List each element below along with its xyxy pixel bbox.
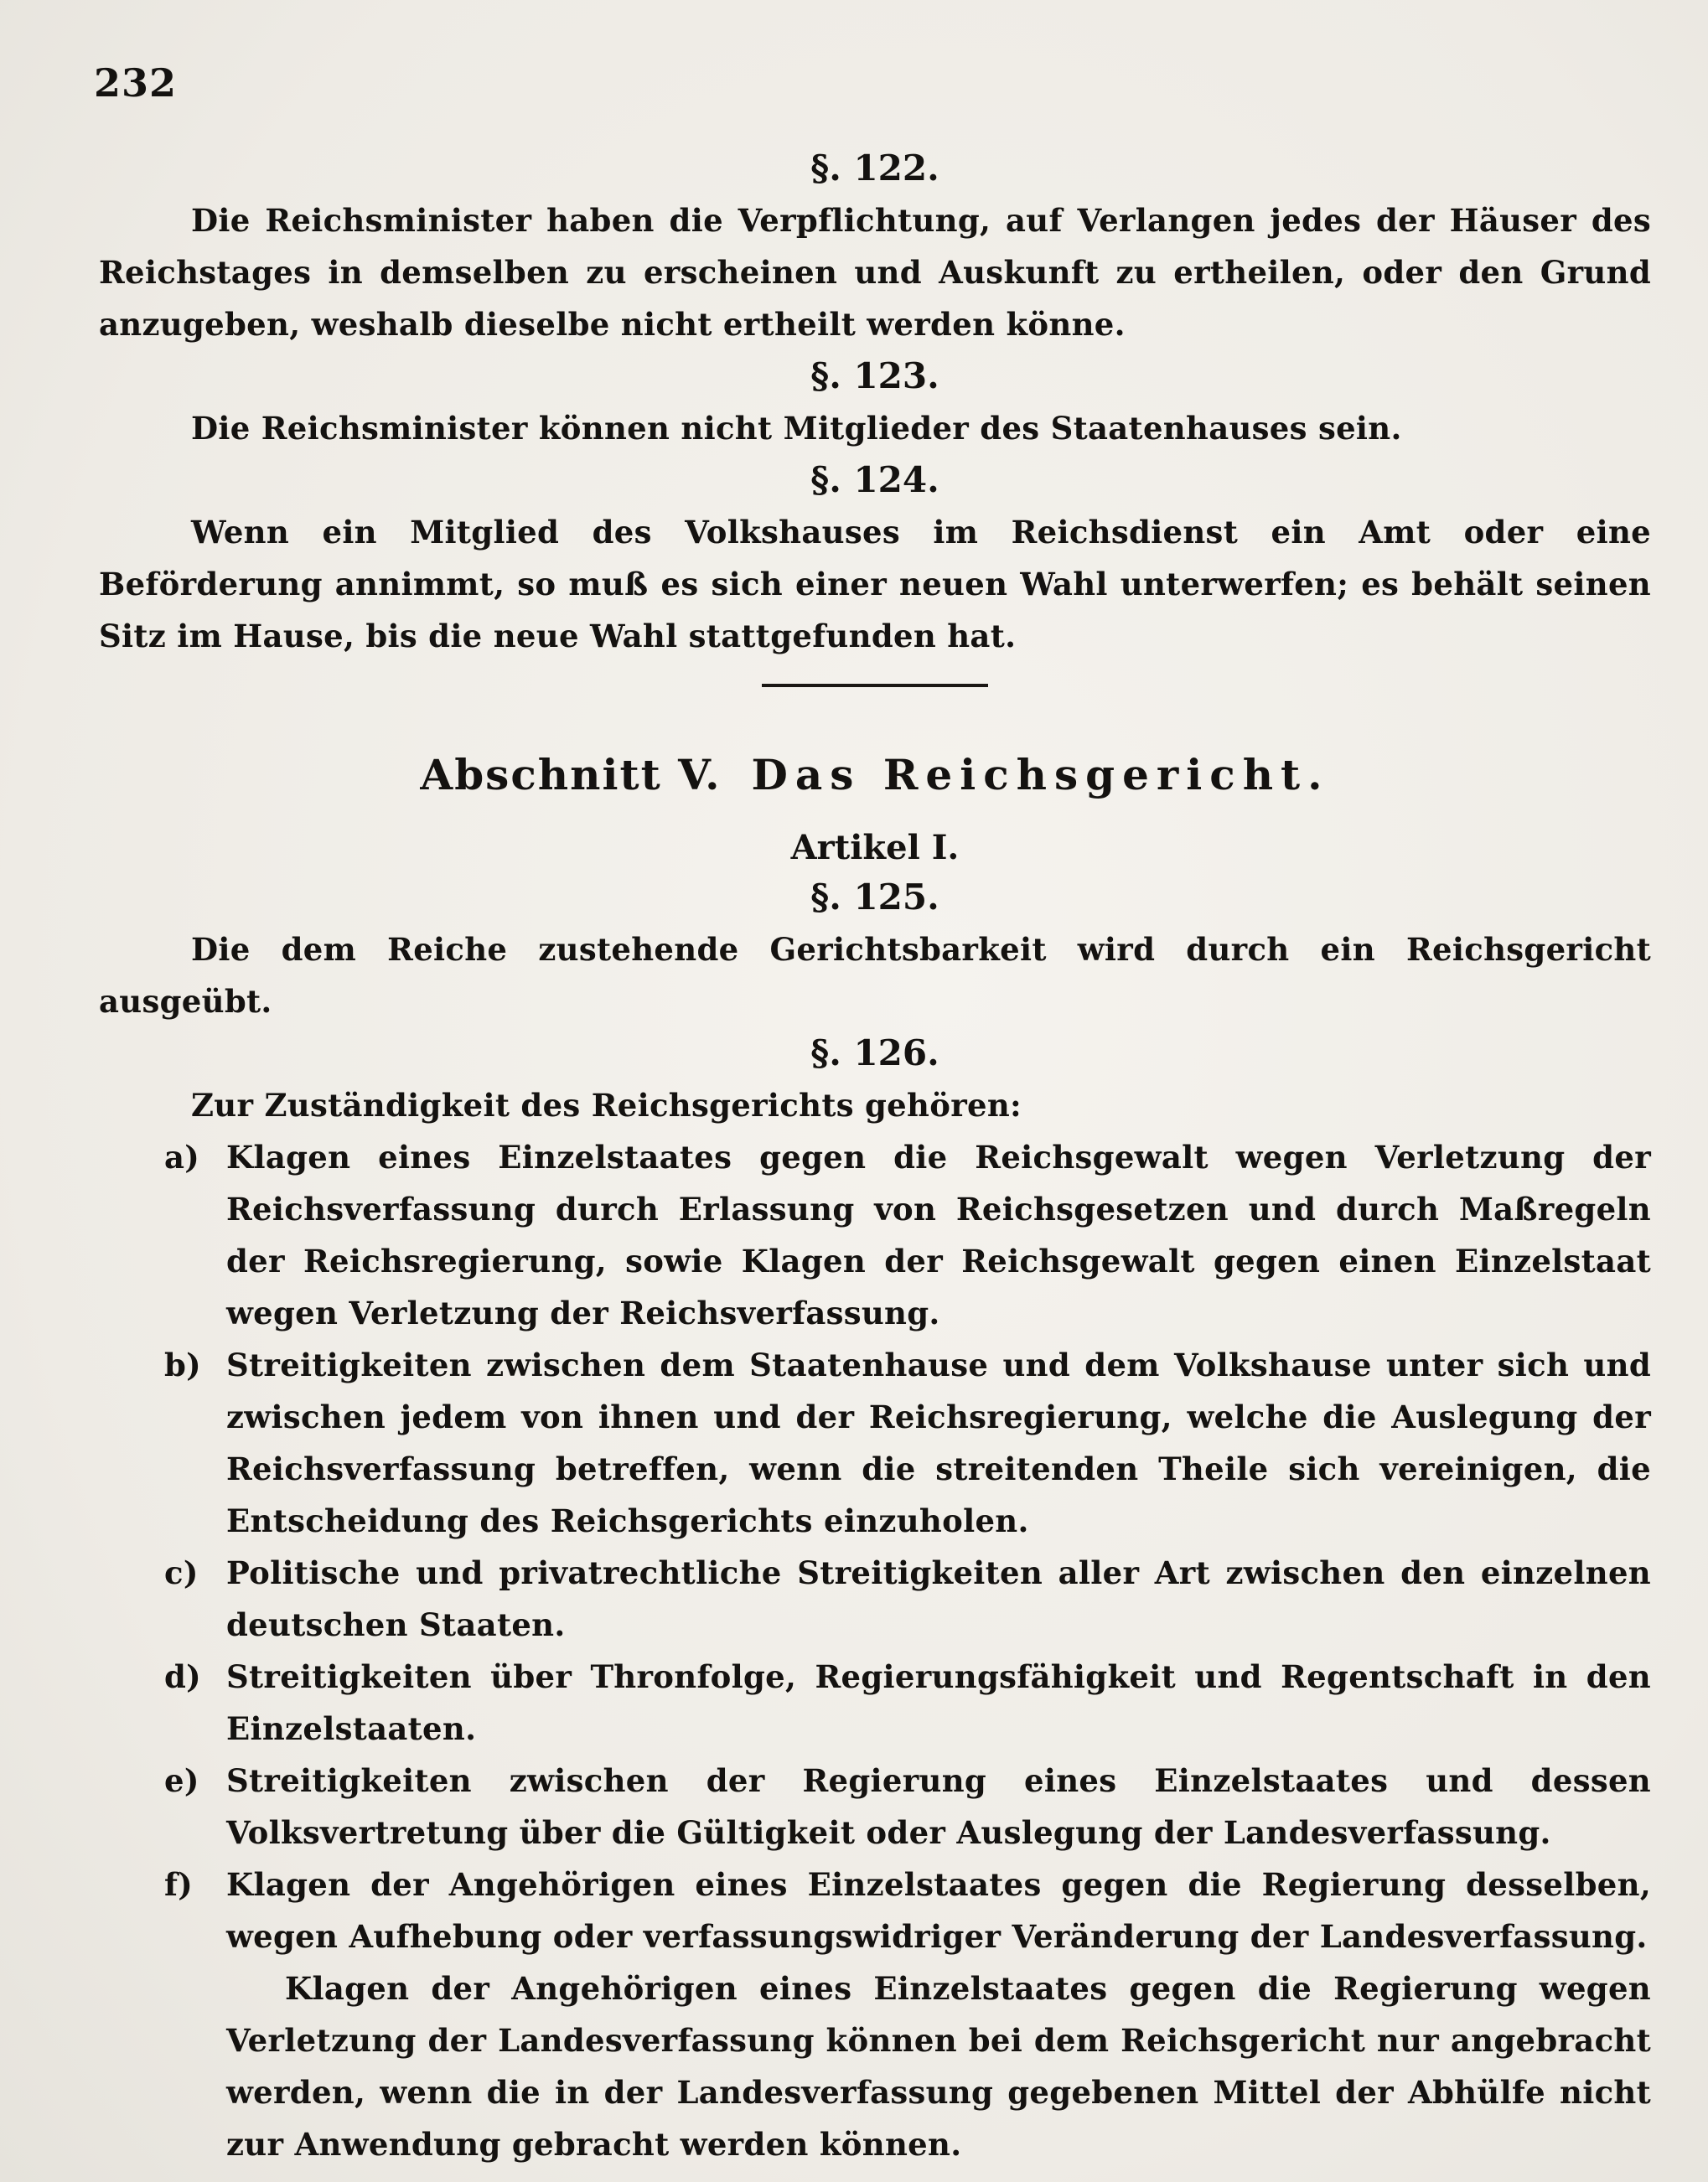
list-item (99, 1547, 1651, 1651)
paragraph-text: Wenn ein Mitglied des Volkshauses im Reichsdienst ein Amt oder eine Beförderung annimmt, so muß es sich einer neuen Wahl unterwerfen; es behält seinen Sitz im Hause, bis die neue Wahl stattgefunden hat. (99, 514, 1651, 654)
section-divider (762, 684, 988, 687)
paragraph-125 (99, 871, 1651, 1027)
paragraph-124 (99, 454, 1651, 662)
section-title (99, 746, 1651, 804)
list-item-text: Politische und privatrechtliche Streitigkeiten aller Art zwischen den einzelnen deutschen Staaten. (226, 1554, 1651, 1643)
section-label: Abschnitt V. (420, 750, 722, 799)
list-item-text: Streitigkeiten über Thronfolge, Regierungsfähigkeit und Regentschaft in den Einzelstaaten. (226, 1658, 1651, 1747)
list-item (99, 1131, 1651, 1339)
paragraph-122 (99, 142, 1651, 350)
section-name: Das Reichsgericht. (751, 750, 1330, 799)
list-item-text: Streitigkeiten zwischen der Regierung eines Einzelstaates und dessen Volksvertretung über die Gültigkeit oder Auslegung der Landesverfassung. (226, 1762, 1651, 1851)
article-heading: Artikel I. (790, 828, 960, 867)
paragraph-text: Die Reichsminister können nicht Mitglieder des Staatenhauses sein. (191, 410, 1402, 447)
list-marker: d) (164, 1658, 201, 1695)
closing-block (99, 1962, 1651, 2170)
list-item-text: Klagen der Angehörigen eines Einzelstaates gegen die Regierung desselben, wegen Aufhebung oder verfassungswidriger Veränderung der Landesverfassung. (226, 1866, 1651, 1955)
list-marker: f) (164, 1866, 194, 1903)
list-item-text: Streitigkeiten zwischen dem Staatenhause und dem Volkshause unter sich und zwischen jedem von ihnen und der Reichsregierung, welche die Auslegung der Reichsverfassung betreffen, wenn die streitenden Theile sich vereinigen, die Entscheidung des Reichsgerichts einzuholen. (226, 1347, 1651, 1539)
closing-text: Klagen der Angehörigen eines Einzelstaates gegen die Regierung wegen Verletzung der Landesverfassung können bei dem Reichsgericht nur angebracht werden, wenn die in der Landesverfassung gegebenen Mittel der Abhülfe nicht zur Anwendung gebracht werden können. (226, 1970, 1651, 2163)
list-marker: e) (164, 1762, 199, 1799)
list-item (99, 1651, 1651, 1755)
list-marker: b) (164, 1347, 201, 1383)
page-body (99, 142, 1651, 2170)
list-marker: a) (164, 1139, 200, 1176)
list-item (99, 1859, 1651, 1962)
paragraph-126 (99, 1027, 1651, 2170)
list-marker: c) (164, 1554, 199, 1591)
paragraph-text: Die dem Reiche zustehende Gerichtsbarkeit wird durch ein Reichsgericht ausgeübt. (99, 931, 1651, 1020)
list-item (99, 1339, 1651, 1547)
paragraph-heading: §. 122. (810, 147, 939, 189)
page-number: 232 (94, 60, 178, 106)
list-item-text: Klagen eines Einzelstaates gegen die Reichsgewalt wegen Verletzung der Reichsverfassung durch Erlassung von Reichsgesetzen und durch Maßregeln der Reichsregierung, sowie Klagen der Reichsgewalt gegen einen Einzelstaat wegen Verletzung der Reichsverfassung. (226, 1139, 1651, 1331)
paragraph-heading: §. 126. (810, 1032, 939, 1073)
paragraph-heading: §. 124. (810, 459, 939, 500)
paragraph-text: Die Reichsminister haben die Verpflichtung, auf Verlangen jedes der Häuser des Reichstages in demselben zu erscheinen und Auskunft zu ertheilen, oder den Grund anzugeben, weshalb dieselbe nicht ertheilt werden könne. (99, 202, 1651, 343)
list-item (99, 1755, 1651, 1859)
paragraph-heading: §. 123. (810, 355, 939, 396)
paragraph-heading: §. 125. (810, 876, 939, 918)
competence-list (99, 1131, 1651, 1962)
paragraph-intro: Zur Zuständigkeit des Reichsgerichts gehören: (191, 1087, 1022, 1124)
paragraph-123 (99, 350, 1651, 454)
